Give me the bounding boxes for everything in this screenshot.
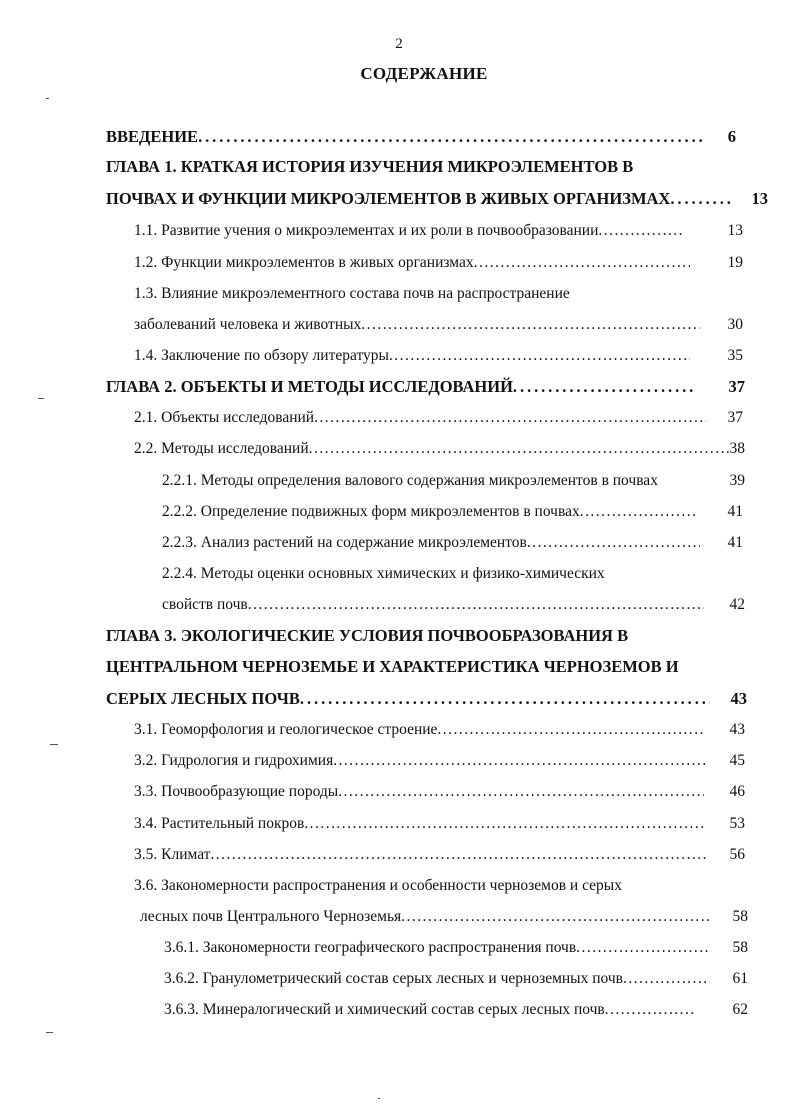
toc-page-number: 56 [729, 846, 745, 863]
toc-page-number: 39 [729, 472, 745, 489]
toc-chapter-1-heading: ГЛАВА 1. КРАТКАЯ ИСТОРИЯ ИЗУЧЕНИЯ МИКРОЭЛЕМЕНТОВ В [106, 157, 634, 176]
toc-subsection-2-2-1: 2.2.1. Методы определения валового содержания микроэлементов в почвах [162, 472, 658, 489]
toc-section-3-4 [134, 814, 704, 834]
toc-page-number: 19 [727, 254, 743, 271]
toc-entry-text: свойств почв [162, 596, 248, 613]
dot-leader [670, 189, 730, 209]
dot-leader [309, 439, 732, 459]
dot-leader [304, 814, 704, 834]
toc-entry-text: 3.6.3. Минералогический и химический состав серых лесных почв [164, 1001, 605, 1018]
dot-leader [198, 127, 706, 147]
toc-subsection-2-2-4: 2.2.4. Методы оценки основных химических и физико-химических [162, 565, 605, 582]
toc-page-number: 37 [728, 377, 745, 396]
toc-chapter-3-heading-end [106, 689, 710, 709]
toc-section-3-6-cont [140, 907, 712, 927]
toc-section-1-1 [134, 221, 684, 241]
toc-page-number: 43 [729, 721, 745, 738]
toc-section-3-5 [134, 845, 706, 865]
scan-speck [378, 1098, 380, 1099]
toc-section-1-4 [134, 346, 690, 366]
toc-entry-text: 1.4. Заключение по обзору литературы [134, 347, 389, 364]
dot-leader [437, 720, 706, 740]
toc-page-number: 58 [732, 908, 748, 925]
toc-entry-text: 2.2. Методы исследований [134, 440, 309, 457]
dot-leader [314, 408, 706, 428]
toc-entry-text: 1.2. Функции микроэлементов в живых организмах [134, 254, 474, 271]
toc-chapter-3-heading-cont: ЦЕНТРАЛЬНОМ ЧЕРНОЗЕМЬЕ И ХАРАКТЕРИСТИКА ЧЕРНОЗЕМОВ И [106, 657, 679, 676]
toc-section-2-2 [134, 439, 732, 459]
toc-entry-text: 2.2.2. Определение подвижных форм микроэлементов в почвах [162, 503, 580, 520]
toc-subsection-3-6-3 [164, 1000, 694, 1020]
toc-page-number: 13 [727, 222, 743, 239]
toc-entry-text: ГЛАВА 2. ОБЪЕКТЫ И МЕТОДЫ ИССЛЕДОВАНИЙ [106, 377, 513, 396]
toc-page-number: 35 [727, 347, 743, 364]
dot-leader [210, 845, 706, 865]
dot-leader [527, 533, 700, 553]
toc-section-2-1 [134, 408, 706, 428]
toc-entry-text: заболеваний человека и животных [134, 316, 362, 333]
toc-subsection-2-2-2 [162, 502, 696, 522]
toc-page-number: 62 [732, 1001, 748, 1018]
toc-page-number: 30 [727, 316, 743, 333]
toc-section-1-3-cont [134, 315, 700, 335]
dot-leader [333, 751, 706, 771]
toc-entry-text: 3.3. Почвообразующие породы [134, 783, 339, 800]
toc-section-3-1 [134, 720, 706, 740]
dot-leader [623, 969, 710, 989]
toc-page-number: 42 [729, 596, 745, 613]
scan-speck [46, 98, 49, 99]
toc-entry-text: 2.1. Объекты исследований [134, 409, 315, 426]
toc-section-1-3: 1.3. Влияние микроэлементного состава почв на распространение [134, 285, 570, 302]
toc-subsection-3-6-1 [164, 938, 710, 958]
toc-entry-text: лесных почв Центрального Черноземья [140, 908, 402, 925]
scan-speck [46, 1032, 53, 1033]
dot-leader [513, 377, 696, 397]
page-title: СОДЕРЖАНИЕ [360, 64, 488, 83]
dot-leader [300, 689, 710, 709]
toc-entry-text: 3.6.2. Гранулометрический состав серых лесных и черноземных почв [164, 970, 623, 987]
dot-leader [248, 595, 704, 615]
toc-page-number: 45 [729, 752, 745, 769]
dot-leader [389, 346, 690, 366]
toc-page-number: 41 [727, 503, 743, 520]
toc-page-number: 61 [732, 970, 748, 987]
toc-entry-text: ВВЕДЕНИЕ [106, 127, 199, 146]
scan-speck [38, 398, 44, 399]
toc-chapter-2-heading [106, 377, 696, 397]
toc-subsection-3-6-2 [164, 969, 710, 989]
toc-subsection-2-2-4-cont [162, 595, 704, 615]
toc-entry-text: СЕРЫХ ЛЕСНЫХ ПОЧВ [106, 689, 300, 708]
toc-section-3-6: 3.6. Закономерности распространения и особенности черноземов и серых [134, 877, 622, 894]
toc-page-number: 6 [727, 127, 736, 146]
toc-page-number: 43 [730, 689, 747, 708]
toc-entry-text: 2.2.3. Анализ растений на содержание микроэлементов [162, 534, 527, 551]
dot-leader [361, 315, 700, 335]
toc-page-number: 46 [729, 783, 745, 800]
toc-subsection-2-2-3 [162, 533, 700, 553]
dot-leader [474, 253, 690, 273]
toc-entry-text: 3.6.1. Закономерности географического распространения почв [164, 939, 577, 956]
dot-leader [576, 938, 710, 958]
toc-page-number: 38 [729, 440, 745, 457]
toc-chapter-3-heading: ГЛАВА 3. ЭКОЛОГИЧЕСКИЕ УСЛОВИЯ ПОЧВООБРАЗОВАНИЯ В [106, 626, 629, 645]
toc-entry-introduction [106, 127, 706, 147]
scan-speck [50, 744, 58, 745]
toc-entry-text: ПОЧВАХ И ФУНКЦИИ МИКРОЭЛЕМЕНТОВ В ЖИВЫХ ОРГАНИЗМАХ [106, 189, 671, 208]
toc-entry-text: 3.5. Климат [134, 846, 211, 863]
toc-page-number: 58 [732, 939, 748, 956]
page-number: 2 [395, 36, 403, 52]
dot-leader [401, 907, 712, 927]
toc-section-3-3 [134, 782, 704, 802]
toc-entry-text: 3.2. Гидрология и гидрохимия [134, 752, 334, 769]
toc-entry-text: 3.4. Растительный покров [134, 815, 305, 832]
toc-page-number: 13 [751, 189, 768, 208]
toc-section-1-2 [134, 253, 690, 273]
dot-leader [605, 1000, 694, 1020]
toc-section-3-2 [134, 751, 706, 771]
toc-chapter-1-heading-cont [106, 189, 730, 209]
toc-entry-text: 1.1. Развитие учения о микроэлементах и их роли в почвообразовании [134, 222, 599, 239]
dot-leader [338, 782, 704, 802]
toc-page-number: 41 [727, 534, 743, 551]
toc-entry-text: 3.1. Геоморфология и геологическое строение [134, 721, 438, 738]
toc-page-number: 37 [727, 409, 743, 426]
dot-leader [598, 221, 684, 241]
dot-leader [580, 502, 696, 522]
toc-page-number: 53 [729, 815, 745, 832]
